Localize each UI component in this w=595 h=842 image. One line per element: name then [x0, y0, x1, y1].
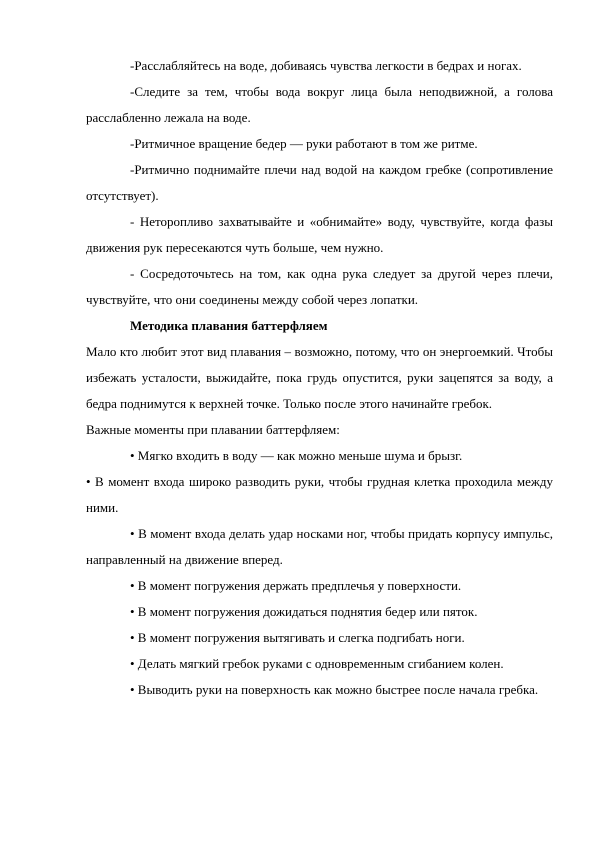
- bullet-soft-entry: • Мягко входить в воду — как можно меньше шума и брызг.: [130, 448, 463, 463]
- bullet-forearms: • В момент погружения держать предплечья у поверхности.: [130, 578, 462, 593]
- paragraph-relax: -Расслабляйтесь на воде, добиваясь чувства легкости в бедрах и ногах.: [130, 58, 522, 73]
- paragraph-key-points: Важные моменты при плавании баттерфляем:: [86, 422, 340, 437]
- bullet-hips-rise: • В момент погружения дожидаться поднятия бедер или пяток.: [130, 604, 478, 619]
- bullet-legs-bend: • В момент погружения вытягивать и слегка подгибать ноги.: [130, 630, 465, 645]
- bullet-arms-out: • Выводить руки на поверхность как можно быстрее после начала гребка.: [130, 682, 539, 697]
- section-heading-butterfly: Методика плавания баттерфляем: [130, 318, 328, 333]
- document-page: [86, 53, 553, 703]
- paragraph-face-still: -Следите за тем, чтобы вода вокруг лица была неподвижной, а голова расслабленно лежала на воде.: [86, 84, 553, 125]
- bullet-toe-kick: • В момент входа делать удар носками ног, чтобы придать корпусу импульс, направленный на движение вперед.: [86, 526, 553, 567]
- bullet-wide-arms: • В момент входа широко разводить руки, чтобы грудная клетка проходила между ними.: [86, 474, 553, 515]
- paragraph-arm-follow: - Сосредоточьтесь на том, как одна рука следует за другой через плечи, чувствуйте, что они соединены между собой через лопатки.: [86, 266, 553, 307]
- paragraph-hip-rotation: -Ритмичное вращение бедер — руки работают в том же ритме.: [130, 136, 478, 151]
- paragraph-embrace-water: - Неторопливо захватывайте и «обнимайте» воду, чувствуйте, когда фазы движения рук пересекаются чуть больше, чем нужно.: [86, 214, 553, 255]
- paragraph-shoulders: -Ритмично поднимайте плечи над водой на каждом гребке (сопротивление отсутствует).: [86, 162, 553, 203]
- paragraph-butterfly-intro: Мало кто любит этот вид плавания – возможно, потому, что он энергоемкий. Чтобы избежать усталости, выжидайте, пока грудь опустится, руки зацепятся за воду, а бедра поднимутся к верхней точке. Только после этого начинайте гребок.: [86, 344, 553, 411]
- bullet-soft-stroke: • Делать мягкий гребок руками с одновременным сгибанием колен.: [130, 656, 504, 671]
